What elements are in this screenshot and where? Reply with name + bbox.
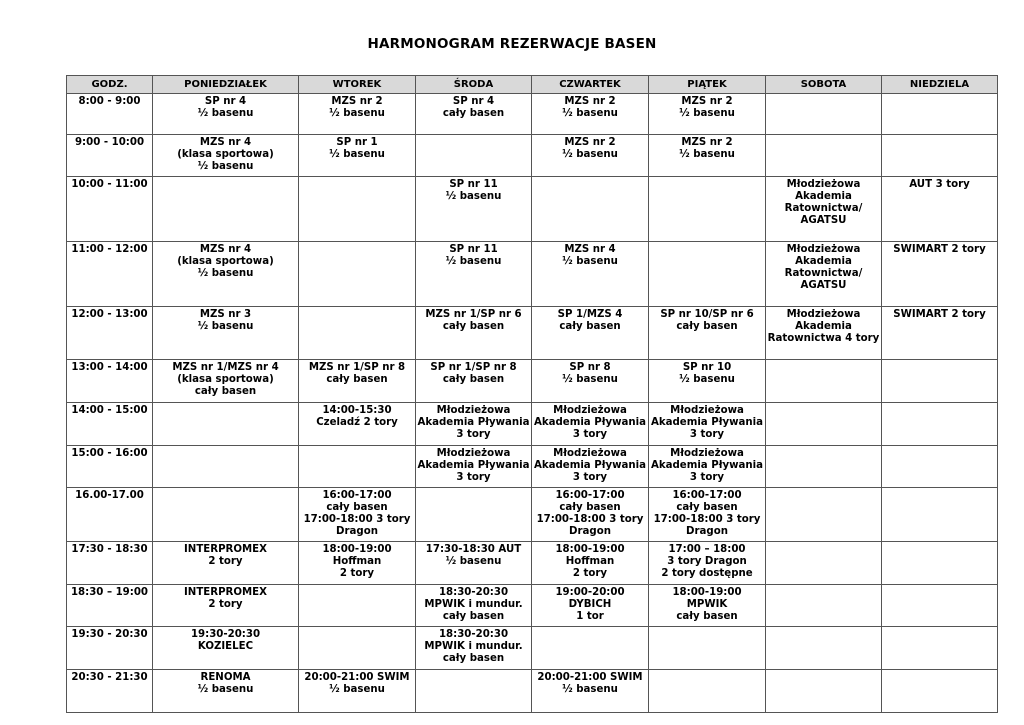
table-row xyxy=(67,307,998,360)
schedule-cell xyxy=(649,242,766,307)
schedule-cell xyxy=(649,177,766,242)
schedule-cell xyxy=(532,627,649,670)
cell-line: Akademia Pływania xyxy=(533,416,647,428)
cell-line: cały basen xyxy=(442,652,505,664)
schedule-cell xyxy=(299,307,416,360)
schedule-cell xyxy=(416,94,532,135)
hour-cell xyxy=(67,177,153,242)
cell-line: 17:00-18:00 3 tory xyxy=(536,513,644,525)
hour-label: 10:00 - 11:00 xyxy=(71,179,148,190)
cell-line: AGATSU xyxy=(800,214,847,226)
cell-line: SP nr 10 xyxy=(682,362,732,373)
cell-line: cały basen xyxy=(442,610,505,622)
hour-label: 17:30 - 18:30 xyxy=(71,544,148,555)
cell-line: AGATSU xyxy=(800,279,847,291)
cell-line: ½ basenu xyxy=(197,107,254,119)
cell-line: SP nr 1 xyxy=(336,137,378,148)
cell-line: Akademia xyxy=(795,255,852,267)
cell-line: 17:30-18:30 AUT xyxy=(425,544,522,555)
table-row xyxy=(67,242,998,307)
cell-line: Ratownictwa/ xyxy=(784,267,863,279)
hour-cell xyxy=(67,446,153,488)
table-row xyxy=(67,94,998,135)
cell-line: INTERPROMEX xyxy=(184,544,267,555)
cell-line: ½ basenu xyxy=(197,683,254,695)
schedule-cell xyxy=(299,360,416,403)
cell-line: 17:00-18:00 3 tory xyxy=(653,513,761,525)
cell-line: MZS nr 2 xyxy=(681,96,733,107)
cell-line: MZS nr 2 xyxy=(331,96,383,107)
hour-label: 19:30 - 20:30 xyxy=(71,629,148,640)
schedule-cell xyxy=(299,627,416,670)
schedule-cell xyxy=(416,360,532,403)
hour-cell xyxy=(67,670,153,713)
cell-line: cały basen xyxy=(442,107,505,119)
cell-line: ½ basenu xyxy=(197,320,254,332)
hour-label: 8:00 - 9:00 xyxy=(78,96,141,107)
schedule-cell xyxy=(153,403,299,446)
cell-line: cały basen xyxy=(676,610,738,622)
table-row xyxy=(67,627,998,670)
cell-line: 3 tory xyxy=(572,428,608,440)
schedule-cell xyxy=(766,585,882,627)
cell-line: Dragon xyxy=(336,525,378,537)
cell-line: 2 tory xyxy=(208,555,243,567)
cell-line: MZS nr 4 xyxy=(199,137,252,148)
schedule-cell xyxy=(766,177,882,242)
schedule-cell xyxy=(649,446,766,488)
cell-line: Ratownictwa 4 tory xyxy=(767,332,880,344)
table-row xyxy=(67,177,998,242)
cell-line: 20:00-21:00 SWIM xyxy=(304,672,410,683)
column-header: PONIEDZIAŁEK xyxy=(153,76,299,94)
cell-line: ½ basenu xyxy=(562,373,618,385)
cell-line: cały basen xyxy=(676,320,738,332)
cell-line: Akademia Pływania xyxy=(650,416,764,428)
schedule-cell xyxy=(766,670,882,713)
cell-line: ½ basenu xyxy=(679,107,735,119)
schedule-cell xyxy=(299,585,416,627)
cell-line: ½ basenu xyxy=(679,373,735,385)
table-row xyxy=(67,585,998,627)
column-header: ŚRODA xyxy=(416,76,532,94)
cell-line: ½ basenu xyxy=(329,107,385,119)
schedule-cell xyxy=(153,627,299,670)
cell-line: RENOMA xyxy=(200,672,251,683)
cell-line: 3 tory xyxy=(456,428,491,440)
schedule-cell xyxy=(649,542,766,585)
cell-line: 20:00-21:00 SWIM xyxy=(537,672,643,683)
schedule-cell xyxy=(766,360,882,403)
cell-line: (klasa sportowa) xyxy=(177,148,274,160)
table-row xyxy=(67,360,998,403)
cell-line: ½ basenu xyxy=(679,148,735,160)
schedule-cell xyxy=(766,446,882,488)
cell-line: 18:00-19:00 xyxy=(672,587,742,598)
cell-line: Młodzieżowa xyxy=(436,405,511,416)
cell-line: Akademia xyxy=(795,190,852,202)
schedule-cell xyxy=(649,585,766,627)
schedule-cell xyxy=(766,488,882,542)
schedule-cell xyxy=(766,135,882,177)
schedule-cell xyxy=(153,177,299,242)
schedule-cell xyxy=(766,403,882,446)
schedule-cell xyxy=(153,585,299,627)
schedule-cell xyxy=(416,135,532,177)
cell-line: 16:00-17:00 xyxy=(672,490,742,501)
hour-label: 16.00-17.00 xyxy=(75,490,144,501)
schedule-cell xyxy=(416,670,532,713)
cell-line: ½ basenu xyxy=(562,107,618,119)
cell-line: Młodzieżowa xyxy=(786,309,861,320)
cell-line: (klasa sportowa) xyxy=(177,255,274,267)
cell-line: ½ basenu xyxy=(445,190,502,202)
column-header: PIĄTEK xyxy=(649,76,766,94)
cell-line: cały basen xyxy=(442,373,505,385)
cell-line: cały basen xyxy=(559,320,621,332)
cell-line: SWIMART 2 tory xyxy=(893,244,986,255)
schedule-cell xyxy=(532,94,649,135)
cell-line: cały basen xyxy=(442,320,505,332)
schedule-cell xyxy=(153,307,299,360)
cell-line: 18:00-19:00 xyxy=(322,544,392,555)
cell-line: cały basen xyxy=(559,501,621,513)
schedule-cell xyxy=(532,446,649,488)
cell-line: cały basen xyxy=(326,501,388,513)
schedule-cell xyxy=(649,135,766,177)
cell-line: 2 tory xyxy=(572,567,608,579)
schedule-cell xyxy=(299,94,416,135)
schedule-cell xyxy=(299,403,416,446)
cell-line: 16:00-17:00 xyxy=(555,490,625,501)
cell-line: AUT 3 tory xyxy=(909,179,970,190)
schedule-cell xyxy=(416,403,532,446)
cell-line: ½ basenu xyxy=(197,160,254,172)
cell-line: MZS nr 2 xyxy=(681,137,733,148)
column-header: CZWARTEK xyxy=(532,76,649,94)
cell-line: SWIMART 2 tory xyxy=(893,309,986,320)
cell-line: 3 tory Dragon xyxy=(667,555,747,567)
cell-line: 17:00-18:00 3 tory xyxy=(303,513,411,525)
table-row xyxy=(67,135,998,177)
schedule-cell xyxy=(649,94,766,135)
schedule-cell xyxy=(882,585,998,627)
schedule-cell xyxy=(882,542,998,585)
hour-cell xyxy=(67,585,153,627)
schedule-cell xyxy=(532,585,649,627)
column-header: GODZ. xyxy=(67,76,153,94)
schedule-cell xyxy=(882,446,998,488)
cell-line: 1 tor xyxy=(576,610,604,622)
hour-label: 12:00 - 13:00 xyxy=(71,309,148,320)
hour-cell xyxy=(67,307,153,360)
cell-line: Akademia Pływania xyxy=(417,459,530,471)
cell-line: ½ basenu xyxy=(329,148,385,160)
cell-line: SP 1/MZS 4 xyxy=(557,309,623,320)
cell-line: Młodzieżowa xyxy=(553,405,627,416)
schedule-cell xyxy=(416,307,532,360)
cell-line: Czeladź 2 tory xyxy=(316,416,398,428)
cell-line: Młodzieżowa xyxy=(670,448,744,459)
schedule-cell xyxy=(649,360,766,403)
cell-line: Młodzieżowa xyxy=(786,244,861,255)
schedule-cell xyxy=(882,135,998,177)
schedule-cell xyxy=(416,446,532,488)
schedule-cell xyxy=(299,488,416,542)
cell-line: Dragon xyxy=(569,525,611,537)
schedule-cell xyxy=(649,403,766,446)
cell-line: SP nr 4 xyxy=(204,96,247,107)
cell-line: DYBICH xyxy=(568,598,612,610)
cell-line: 19:00-20:00 xyxy=(555,587,625,598)
hour-label: 11:00 - 12:00 xyxy=(71,244,148,255)
cell-line: 3 tory xyxy=(689,471,725,483)
table-body xyxy=(67,94,998,713)
schedule-cell xyxy=(649,488,766,542)
cell-line: SP nr 8 xyxy=(569,362,611,373)
hour-cell xyxy=(67,542,153,585)
schedule-cell xyxy=(153,242,299,307)
schedule-cell xyxy=(153,360,299,403)
cell-line: MZS nr 1/SP nr 6 xyxy=(425,309,522,320)
schedule-cell xyxy=(532,670,649,713)
page-title: HARMONOGRAM REZERWACJE BASEN xyxy=(367,36,657,52)
schedule-cell xyxy=(532,360,649,403)
schedule-cell xyxy=(532,488,649,542)
schedule-cell xyxy=(882,177,998,242)
hour-cell xyxy=(67,360,153,403)
cell-line: MZS nr 4 xyxy=(564,244,616,255)
schedule-cell xyxy=(882,307,998,360)
cell-line: SP nr 11 xyxy=(449,244,498,255)
cell-line: ½ basenu xyxy=(445,255,502,267)
schedule-cell xyxy=(153,488,299,542)
schedule-cell xyxy=(882,670,998,713)
table-row xyxy=(67,488,998,542)
table-row xyxy=(67,403,998,446)
cell-line: 3 tory xyxy=(456,471,491,483)
cell-line: SP nr 1/SP nr 8 xyxy=(430,362,517,373)
cell-line: MZS nr 2 xyxy=(564,96,616,107)
hour-label: 15:00 - 16:00 xyxy=(71,448,148,459)
cell-line: 3 tory xyxy=(572,471,608,483)
cell-line: 2 tory xyxy=(208,598,243,610)
cell-line: MPWIK xyxy=(686,598,728,610)
schedule-cell xyxy=(416,242,532,307)
cell-line: Młodzieżowa xyxy=(553,448,627,459)
cell-line: MZS nr 4 xyxy=(199,244,252,255)
cell-line: 19:30-20:30 xyxy=(190,629,261,640)
table-row xyxy=(67,446,998,488)
hour-label: 9:00 - 10:00 xyxy=(74,137,145,148)
schedule-cell xyxy=(416,585,532,627)
schedule-cell xyxy=(416,542,532,585)
cell-line: MPWIK i mundur. xyxy=(424,640,523,652)
cell-line: MZS nr 1/SP nr 8 xyxy=(308,362,406,373)
schedule-cell xyxy=(766,242,882,307)
cell-line: ½ basenu xyxy=(562,683,618,695)
schedule-cell xyxy=(299,177,416,242)
schedule-cell xyxy=(649,627,766,670)
header-row xyxy=(67,76,998,94)
cell-line: cały basen xyxy=(194,385,257,397)
hour-label: 14:00 - 15:00 xyxy=(71,405,148,416)
hour-label: 20:30 - 21:30 xyxy=(71,672,148,683)
column-header: SOBOTA xyxy=(766,76,882,94)
schedule-cell xyxy=(299,135,416,177)
hour-cell xyxy=(67,627,153,670)
cell-line: 18:00-19:00 xyxy=(555,544,625,555)
cell-line: MZS nr 1/MZS nr 4 xyxy=(172,362,279,373)
cell-line: ½ basenu xyxy=(197,267,254,279)
cell-line: Hoffman xyxy=(332,555,382,567)
schedule-cell xyxy=(649,670,766,713)
cell-line: 2 tory xyxy=(339,567,375,579)
schedule-cell xyxy=(416,488,532,542)
hour-cell xyxy=(67,403,153,446)
schedule-cell xyxy=(416,627,532,670)
cell-line: Akademia Pływania xyxy=(650,459,764,471)
hour-label: 18:30 – 19:00 xyxy=(70,587,149,598)
cell-line: ½ basenu xyxy=(562,255,618,267)
cell-line: 18:30-20:30 xyxy=(438,587,509,598)
cell-line: KOZIELEC xyxy=(197,640,254,652)
schedule-cell xyxy=(153,542,299,585)
schedule-cell xyxy=(882,627,998,670)
cell-line: ½ basenu xyxy=(329,683,385,695)
cell-line: Akademia Pływania xyxy=(417,416,530,428)
schedule-cell xyxy=(532,542,649,585)
cell-line: cały basen xyxy=(676,501,738,513)
schedule-cell xyxy=(416,177,532,242)
schedule-cell xyxy=(153,670,299,713)
schedule-cell xyxy=(882,403,998,446)
schedule-cell xyxy=(649,307,766,360)
cell-line: Ratownictwa/ xyxy=(784,202,863,214)
cell-line: ½ basenu xyxy=(562,148,618,160)
table-row xyxy=(67,670,998,713)
schedule-cell xyxy=(766,542,882,585)
schedule-cell xyxy=(766,94,882,135)
schedule-cell xyxy=(766,627,882,670)
cell-line: MPWIK i mundur. xyxy=(424,598,523,610)
cell-line: Akademia xyxy=(795,320,852,332)
cell-line: SP nr 4 xyxy=(452,96,495,107)
cell-line: SP nr 10/SP nr 6 xyxy=(660,309,754,320)
cell-line: (klasa sportowa) xyxy=(177,373,274,385)
cell-line: 16:00-17:00 xyxy=(322,490,392,501)
cell-line: MZS nr 2 xyxy=(564,137,616,148)
column-header: NIEDZIELA xyxy=(882,76,998,94)
cell-line: Młodzieżowa xyxy=(436,448,511,459)
schedule-cell xyxy=(299,446,416,488)
column-header: WTOREK xyxy=(299,76,416,94)
schedule-cell xyxy=(882,94,998,135)
schedule-cell xyxy=(882,360,998,403)
table-row xyxy=(67,542,998,585)
cell-line: Hoffman xyxy=(565,555,615,567)
schedule-cell xyxy=(299,242,416,307)
schedule-cell xyxy=(766,307,882,360)
cell-line: Dragon xyxy=(686,525,728,537)
cell-line: 2 tory dostępne xyxy=(661,567,753,579)
schedule-cell xyxy=(532,177,649,242)
cell-line: 17:00 – 18:00 xyxy=(668,544,746,555)
hour-cell xyxy=(67,94,153,135)
cell-line: INTERPROMEX xyxy=(184,587,267,598)
cell-line: Młodzieżowa xyxy=(786,179,861,190)
schedule-cell xyxy=(153,446,299,488)
cell-line: 14:00-15:30 xyxy=(322,405,392,416)
schedule-cell xyxy=(532,403,649,446)
schedule-cell xyxy=(153,135,299,177)
cell-line: Młodzieżowa xyxy=(670,405,744,416)
cell-line: ½ basenu xyxy=(445,555,502,567)
hour-cell xyxy=(67,135,153,177)
cell-line: MZS nr 3 xyxy=(199,309,252,320)
cell-line: 3 tory xyxy=(689,428,725,440)
schedule-cell xyxy=(532,242,649,307)
schedule-cell xyxy=(299,542,416,585)
cell-line: 18:30-20:30 xyxy=(438,629,509,640)
schedule-cell xyxy=(153,94,299,135)
schedule-cell xyxy=(882,242,998,307)
schedule-cell xyxy=(532,135,649,177)
hour-cell xyxy=(67,488,153,542)
cell-line: SP nr 11 xyxy=(449,179,498,190)
schedule-cell xyxy=(882,488,998,542)
schedule-table xyxy=(66,75,998,713)
hour-label: 13:00 - 14:00 xyxy=(71,362,148,373)
schedule-cell xyxy=(299,670,416,713)
cell-line: Akademia Pływania xyxy=(533,459,647,471)
schedule-cell xyxy=(532,307,649,360)
cell-line: cały basen xyxy=(326,373,388,385)
hour-cell xyxy=(67,242,153,307)
